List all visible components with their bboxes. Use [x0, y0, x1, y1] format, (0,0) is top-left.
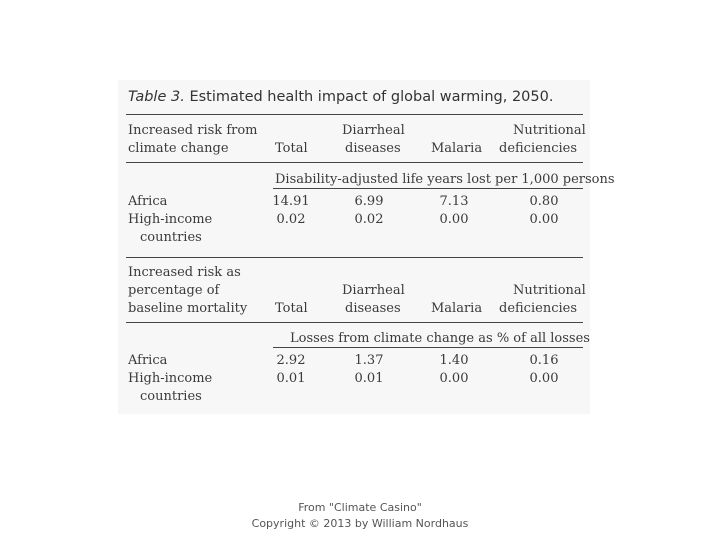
section1-row2-diarrheal: 0.02 [354, 212, 384, 227]
section1-row-header-line2: climate change [128, 141, 229, 156]
table-caption: Estimated health impact of global warming, 2050. [189, 89, 554, 105]
section2-row-header-line1: Increased risk as [128, 265, 241, 280]
section2-row1-nutritional: 0.16 [529, 353, 559, 368]
section1-col-diarrheal-line2: diseases [345, 141, 401, 156]
section2-row1-diarrheal: 1.37 [354, 353, 384, 368]
section2-row2-label-line1: High-income [128, 371, 213, 386]
table-title [128, 88, 553, 106]
section2-col-diarrheal-line1: Diarrheal [342, 283, 405, 298]
footer-copyright: Copyright © 2013 by William Nordhaus [251, 517, 469, 530]
section2-col-diarrheal-line2: diseases [345, 301, 401, 316]
section1-col-total: Total [275, 141, 308, 156]
section1-col-diarrheal-line1: Diarrheal [342, 123, 405, 138]
section1-row1-nutritional: 0.80 [529, 194, 559, 209]
section2-row2-malaria: 0.00 [439, 371, 469, 386]
top-rule [126, 114, 583, 115]
section2-col-total: Total [275, 301, 308, 316]
section1-col-malaria: Malaria [431, 141, 483, 156]
section1-row-header-line1: Increased risk from [128, 123, 258, 138]
section1-subheader-rule [273, 188, 583, 189]
section2-row2-diarrheal: 0.01 [354, 371, 384, 386]
section2-col-nutritional-line1: Nutritional [513, 283, 586, 298]
section1-col-nutritional-line2: deficiencies [499, 141, 577, 156]
section1-row1-diarrheal: 6.99 [354, 194, 384, 209]
section1-row2-label-line2: countries [140, 230, 202, 245]
section2-subheader-rule [273, 347, 583, 348]
table-number: Table 3. [128, 89, 185, 105]
footer-source: From "Climate Casino" [298, 501, 422, 514]
section1-row2-label-line1: High-income [128, 212, 213, 227]
section2-row2-total: 0.01 [276, 371, 306, 386]
section2-row2-nutritional: 0.00 [529, 371, 559, 386]
section2-subheader: Losses from climate change as % of all losses [290, 331, 590, 346]
section2-col-malaria: Malaria [431, 301, 483, 316]
section2-row-header-line2: percentage of [128, 283, 220, 298]
section2-row-header-line3: baseline mortality [128, 301, 248, 316]
section1-row1-label: Africa [128, 194, 168, 209]
section2-row1-malaria: 1.40 [439, 353, 469, 368]
section1-row2-nutritional: 0.00 [529, 212, 559, 227]
section2-top-rule [126, 257, 583, 258]
section1-row1-total: 14.91 [272, 194, 310, 209]
section2-row1-total: 2.92 [276, 353, 306, 368]
section1-subheader: Disability-adjusted life years lost per 1,000 persons [275, 172, 615, 187]
section1-header-rule [126, 162, 583, 163]
section1-row1-malaria: 7.13 [439, 194, 469, 209]
section2-header-rule [126, 322, 583, 323]
section1-col-nutritional-line1: Nutritional [513, 123, 586, 138]
section2-row2-label-line2: countries [140, 389, 202, 404]
section2-col-nutritional-line2: deficiencies [499, 301, 577, 316]
section1-row2-malaria: 0.00 [439, 212, 469, 227]
section1-row2-total: 0.02 [276, 212, 306, 227]
section2-row1-label: Africa [128, 353, 168, 368]
